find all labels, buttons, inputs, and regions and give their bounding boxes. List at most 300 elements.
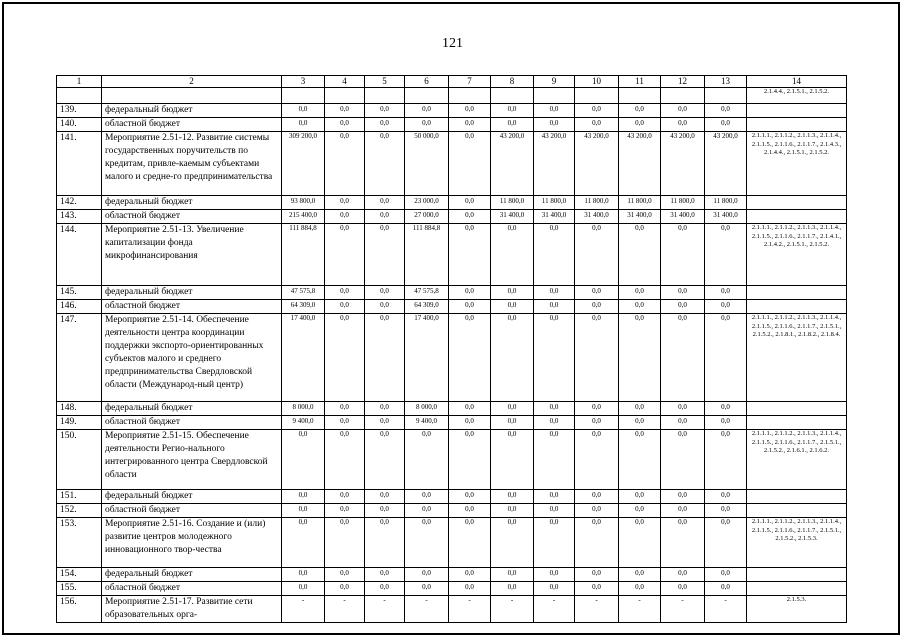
row-target-indicators: [747, 568, 847, 582]
row-value-col-6: -: [405, 596, 449, 623]
row-target-indicators: 2.1.1.1., 2.1.1.2., 2.1.1.3., 2.1.1.4., 2.1.1.5., 2.1.1.6., 2.1.1.7., 2.1.5.1., 2.1.5.2., 2.1.8.1., 2.1.8.2., 2.1.8.4.: [747, 314, 847, 402]
row-value-col-5: -: [365, 596, 405, 623]
row-value-col-3: 0,0: [282, 504, 325, 518]
row-value-col-11: 0,0: [619, 416, 661, 430]
row-value-col-3: 9 400,0: [282, 416, 325, 430]
row-value-col-4: 0,0: [325, 118, 365, 132]
row-value-col-10: 0,0: [575, 224, 619, 286]
row-value-col-4: 0,0: [325, 416, 365, 430]
row-value-col-5: 0,0: [365, 132, 405, 196]
row-target-indicators: [747, 504, 847, 518]
row-number: 155.: [57, 582, 102, 596]
row-description: [102, 88, 282, 104]
row-value-col-4: 0,0: [325, 490, 365, 504]
row-value-col-4: 0,0: [325, 104, 365, 118]
row-value-col-11: 0,0: [619, 104, 661, 118]
row-value-col-7: 0,0: [449, 568, 491, 582]
row-value-col-9: 11 800,0: [534, 196, 575, 210]
row-value-col-5: 0,0: [365, 118, 405, 132]
row-value-col-12: 0,0: [661, 402, 705, 416]
row-value-col-13: 0,0: [705, 504, 747, 518]
row-description: федеральный бюджет: [102, 490, 282, 504]
row-value-col-9: 0,0: [534, 504, 575, 518]
row-description: федеральный бюджет: [102, 286, 282, 300]
column-header-13: 13: [705, 76, 747, 88]
row-value-col-11: [619, 88, 661, 104]
row-value-col-6: 23 000,0: [405, 196, 449, 210]
row-value-col-10: 0,0: [575, 118, 619, 132]
row-description: федеральный бюджет: [102, 104, 282, 118]
table-row: [57, 286, 847, 300]
row-value-col-9: [534, 88, 575, 104]
row-value-col-12: 0,0: [661, 518, 705, 568]
row-value-col-5: 0,0: [365, 210, 405, 224]
row-value-col-7: 0,0: [449, 504, 491, 518]
row-value-col-3: 0,0: [282, 430, 325, 490]
row-value-col-5: 0,0: [365, 286, 405, 300]
row-target-indicators: 2.1.1.1., 2.1.1.2., 2.1.1.3., 2.1.1.4., 2.1.1.5., 2.1.1.6., 2.1.1.7., 2.1.5.1., 2.1.5.2., 2.1.6.1., 2.1.6.2.: [747, 430, 847, 490]
row-value-col-3: 0,0: [282, 490, 325, 504]
row-value-col-13: 0,0: [705, 286, 747, 300]
row-value-col-7: 0,0: [449, 490, 491, 504]
column-header-5: 5: [365, 76, 405, 88]
row-value-col-6: 0,0: [405, 490, 449, 504]
column-header-6: 6: [405, 76, 449, 88]
column-header-14: 14: [747, 76, 847, 88]
program-table: [56, 75, 847, 623]
row-description: федеральный бюджет: [102, 196, 282, 210]
row-value-col-6: 0,0: [405, 118, 449, 132]
row-value-col-12: 43 200,0: [661, 132, 705, 196]
row-value-col-10: 11 800,0: [575, 196, 619, 210]
row-value-col-13: 0,0: [705, 518, 747, 568]
row-value-col-5: 0,0: [365, 314, 405, 402]
row-value-col-3: -: [282, 596, 325, 623]
row-value-col-7: 0,0: [449, 314, 491, 402]
row-value-col-10: 0,0: [575, 104, 619, 118]
row-value-col-5: 0,0: [365, 504, 405, 518]
row-value-col-3: 215 400,0: [282, 210, 325, 224]
row-value-col-11: 0,0: [619, 568, 661, 582]
row-value-col-6: 0,0: [405, 104, 449, 118]
row-value-col-8: 0,0: [491, 224, 534, 286]
table-row: [57, 430, 847, 490]
row-number: 147.: [57, 314, 102, 402]
row-value-col-5: [365, 88, 405, 104]
column-header-12: 12: [661, 76, 705, 88]
row-value-col-10: -: [575, 596, 619, 623]
row-value-col-6: 17 400,0: [405, 314, 449, 402]
row-description: областной бюджет: [102, 416, 282, 430]
row-description: федеральный бюджет: [102, 402, 282, 416]
row-value-col-5: 0,0: [365, 224, 405, 286]
row-value-col-7: 0,0: [449, 104, 491, 118]
row-value-col-13: 0,0: [705, 582, 747, 596]
row-description: Мероприятие 2.51-14. Обеспечение деятельности центра координации поддержки экспорто-ориентированных субъектов малого и среднего предпринимательства Свердловской области (Международ-ный центр): [102, 314, 282, 402]
table-row: [57, 582, 847, 596]
table-row: [57, 504, 847, 518]
row-value-col-12: 0,0: [661, 300, 705, 314]
row-target-indicators: 2.1.1.1., 2.1.1.2., 2.1.1.3., 2.1.1.4., 2.1.1.5., 2.1.1.6., 2.1.1.7., 2.1.5.1., 2.1.5.2., 2.1.5.3.: [747, 518, 847, 568]
row-value-col-7: [449, 88, 491, 104]
row-number: 144.: [57, 224, 102, 286]
row-number: 145.: [57, 286, 102, 300]
row-value-col-3: 309 200,0: [282, 132, 325, 196]
column-header-1: 1: [57, 76, 102, 88]
row-value-col-9: 0,0: [534, 568, 575, 582]
row-target-indicators: [747, 402, 847, 416]
row-value-col-3: 0,0: [282, 518, 325, 568]
row-value-col-9: 0,0: [534, 118, 575, 132]
row-value-col-8: 0,0: [491, 104, 534, 118]
row-value-col-7: 0,0: [449, 224, 491, 286]
row-value-col-3: 8 000,0: [282, 402, 325, 416]
table-row: [57, 518, 847, 568]
row-value-col-7: 0,0: [449, 416, 491, 430]
row-value-col-4: 0,0: [325, 582, 365, 596]
row-value-col-9: 0,0: [534, 286, 575, 300]
row-value-col-5: 0,0: [365, 582, 405, 596]
row-value-col-8: 0,0: [491, 402, 534, 416]
row-value-col-4: [325, 88, 365, 104]
row-value-col-12: 0,0: [661, 286, 705, 300]
header-row: [57, 76, 847, 88]
row-target-indicators: 2.1.1.1., 2.1.1.2., 2.1.1.3., 2.1.1.4., 2.1.1.5., 2.1.1.6., 2.1.1.7., 2.1.4.1., 2.1.4.2., 2.1.5.1., 2.1.5.2.: [747, 224, 847, 286]
row-value-col-6: 0,0: [405, 582, 449, 596]
row-value-col-9: 31 400,0: [534, 210, 575, 224]
row-value-col-9: 0,0: [534, 224, 575, 286]
row-value-col-13: 0,0: [705, 104, 747, 118]
row-value-col-6: 64 309,0: [405, 300, 449, 314]
row-value-col-10: 0,0: [575, 504, 619, 518]
table-row: [57, 568, 847, 582]
row-description: Мероприятие 2.51-12. Развитие системы государственных поручительств по кредитам, привле-каемым субъектами малого и средне-го предпринимательства: [102, 132, 282, 196]
table-row: [57, 596, 847, 623]
row-value-col-5: 0,0: [365, 196, 405, 210]
row-value-col-13: 31 400,0: [705, 210, 747, 224]
column-header-3: 3: [282, 76, 325, 88]
row-value-col-6: 0,0: [405, 504, 449, 518]
table-row: [57, 88, 847, 104]
row-value-col-3: 0,0: [282, 118, 325, 132]
row-value-col-13: 0,0: [705, 300, 747, 314]
row-number: 142.: [57, 196, 102, 210]
row-value-col-13: 0,0: [705, 416, 747, 430]
row-value-col-9: 0,0: [534, 490, 575, 504]
row-value-col-12: [661, 88, 705, 104]
row-description: Мероприятие 2.51-15. Обеспечение деятельности Регио-нального интегрированного центра Свердловской области: [102, 430, 282, 490]
row-value-col-7: 0,0: [449, 118, 491, 132]
row-value-col-13: 0,0: [705, 568, 747, 582]
row-value-col-8: 0,0: [491, 568, 534, 582]
column-header-4: 4: [325, 76, 365, 88]
row-description: Мероприятие 2.51-13. Увеличение капитализации фонда микрофинансирования: [102, 224, 282, 286]
row-value-col-12: 0,0: [661, 490, 705, 504]
table-row: [57, 314, 847, 402]
column-header-11: 11: [619, 76, 661, 88]
row-value-col-8: -: [491, 596, 534, 623]
row-value-col-5: 0,0: [365, 300, 405, 314]
row-value-col-6: 9 400,0: [405, 416, 449, 430]
row-value-col-9: 0,0: [534, 582, 575, 596]
row-value-col-11: -: [619, 596, 661, 623]
row-value-col-8: 0,0: [491, 518, 534, 568]
row-value-col-11: 0,0: [619, 490, 661, 504]
row-value-col-9: 0,0: [534, 402, 575, 416]
row-value-col-13: 0,0: [705, 118, 747, 132]
row-value-col-5: 0,0: [365, 416, 405, 430]
table-row: [57, 132, 847, 196]
row-value-col-6: 0,0: [405, 568, 449, 582]
row-value-col-13: 0,0: [705, 430, 747, 490]
row-value-col-6: 27 000,0: [405, 210, 449, 224]
row-description: областной бюджет: [102, 300, 282, 314]
row-value-col-4: 0,0: [325, 430, 365, 490]
row-value-col-11: 0,0: [619, 314, 661, 402]
row-target-indicators: [747, 210, 847, 224]
row-value-col-7: 0,0: [449, 430, 491, 490]
table-row: [57, 196, 847, 210]
row-value-col-9: 0,0: [534, 416, 575, 430]
row-value-col-3: 47 575,8: [282, 286, 325, 300]
row-description: Мероприятие 2.51-17. Развитие сети образовательных орга-: [102, 596, 282, 623]
row-value-col-8: 31 400,0: [491, 210, 534, 224]
row-value-col-13: 0,0: [705, 402, 747, 416]
column-header-2: 2: [102, 76, 282, 88]
row-number: 146.: [57, 300, 102, 314]
row-value-col-4: 0,0: [325, 402, 365, 416]
row-value-col-12: 31 400,0: [661, 210, 705, 224]
row-number: 141.: [57, 132, 102, 196]
row-value-col-7: 0,0: [449, 402, 491, 416]
row-target-indicators: [747, 300, 847, 314]
row-value-col-11: 0,0: [619, 118, 661, 132]
row-value-col-7: 0,0: [449, 300, 491, 314]
row-description: областной бюджет: [102, 582, 282, 596]
row-value-col-12: 11 800,0: [661, 196, 705, 210]
row-value-col-4: 0,0: [325, 314, 365, 402]
row-value-col-8: 0,0: [491, 286, 534, 300]
row-value-col-8: 0,0: [491, 416, 534, 430]
column-header-9: 9: [534, 76, 575, 88]
row-value-col-4: 0,0: [325, 210, 365, 224]
row-value-col-4: 0,0: [325, 132, 365, 196]
row-value-col-12: -: [661, 596, 705, 623]
table-row: [57, 300, 847, 314]
row-value-col-10: 0,0: [575, 300, 619, 314]
row-target-indicators: 2.1.5.3.: [747, 596, 847, 623]
row-value-col-6: 0,0: [405, 430, 449, 490]
row-value-col-10: 0,0: [575, 402, 619, 416]
row-number: 152.: [57, 504, 102, 518]
row-value-col-13: 0,0: [705, 224, 747, 286]
row-target-indicators: [747, 104, 847, 118]
row-value-col-8: 0,0: [491, 582, 534, 596]
row-value-col-11: 31 400,0: [619, 210, 661, 224]
row-value-col-11: 0,0: [619, 504, 661, 518]
row-value-col-11: 11 800,0: [619, 196, 661, 210]
row-value-col-8: 43 200,0: [491, 132, 534, 196]
row-value-col-10: 0,0: [575, 490, 619, 504]
column-header-8: 8: [491, 76, 534, 88]
row-value-col-10: 0,0: [575, 568, 619, 582]
row-value-col-4: 0,0: [325, 300, 365, 314]
row-value-col-11: 0,0: [619, 286, 661, 300]
row-number: 149.: [57, 416, 102, 430]
row-number: 156.: [57, 596, 102, 623]
row-value-col-7: 0,0: [449, 518, 491, 568]
row-value-col-3: 0,0: [282, 568, 325, 582]
row-value-col-4: 0,0: [325, 196, 365, 210]
row-value-col-3: 64 309,0: [282, 300, 325, 314]
row-value-col-11: 0,0: [619, 430, 661, 490]
row-value-col-7: -: [449, 596, 491, 623]
row-value-col-3: 93 800,0: [282, 196, 325, 210]
row-value-col-7: 0,0: [449, 286, 491, 300]
row-value-col-12: 0,0: [661, 504, 705, 518]
table-row: [57, 490, 847, 504]
row-value-col-4: 0,0: [325, 286, 365, 300]
row-value-col-12: 0,0: [661, 430, 705, 490]
table-row: [57, 118, 847, 132]
row-value-col-9: 0,0: [534, 104, 575, 118]
row-description: Мероприятие 2.51-16. Создание и (или) развитие центров молодежного инновационного твор-чества: [102, 518, 282, 568]
row-value-col-6: 0,0: [405, 518, 449, 568]
row-value-col-13: -: [705, 596, 747, 623]
row-target-indicators: [747, 582, 847, 596]
row-number: 139.: [57, 104, 102, 118]
row-value-col-10: 0,0: [575, 286, 619, 300]
row-value-col-10: 0,0: [575, 582, 619, 596]
row-value-col-12: 0,0: [661, 224, 705, 286]
row-value-col-5: 0,0: [365, 104, 405, 118]
row-value-col-13: 11 800,0: [705, 196, 747, 210]
row-target-indicators: [747, 118, 847, 132]
table-row: [57, 416, 847, 430]
row-number: 154.: [57, 568, 102, 582]
row-value-col-4: 0,0: [325, 224, 365, 286]
row-value-col-9: 0,0: [534, 300, 575, 314]
row-value-col-13: 0,0: [705, 490, 747, 504]
row-value-col-3: [282, 88, 325, 104]
row-value-col-11: 0,0: [619, 402, 661, 416]
row-value-col-10: 0,0: [575, 430, 619, 490]
row-value-col-8: 0,0: [491, 314, 534, 402]
row-description: областной бюджет: [102, 210, 282, 224]
row-description: федеральный бюджет: [102, 568, 282, 582]
row-value-col-10: [575, 88, 619, 104]
row-value-col-9: 0,0: [534, 518, 575, 568]
row-number: 151.: [57, 490, 102, 504]
row-value-col-10: 0,0: [575, 314, 619, 402]
row-value-col-3: 0,0: [282, 104, 325, 118]
row-number: [57, 88, 102, 104]
row-value-col-12: 0,0: [661, 416, 705, 430]
row-value-col-4: 0,0: [325, 504, 365, 518]
row-number: 148.: [57, 402, 102, 416]
row-value-col-13: 43 200,0: [705, 132, 747, 196]
row-value-col-5: 0,0: [365, 402, 405, 416]
row-value-col-12: 0,0: [661, 118, 705, 132]
row-value-col-7: 0,0: [449, 132, 491, 196]
row-value-col-10: 0,0: [575, 416, 619, 430]
row-value-col-9: 0,0: [534, 430, 575, 490]
row-value-col-8: 0,0: [491, 430, 534, 490]
row-number: 143.: [57, 210, 102, 224]
row-value-col-8: 0,0: [491, 300, 534, 314]
row-value-col-10: 43 200,0: [575, 132, 619, 196]
row-target-indicators: [747, 490, 847, 504]
column-header-7: 7: [449, 76, 491, 88]
row-value-col-13: [705, 88, 747, 104]
row-value-col-8: 11 800,0: [491, 196, 534, 210]
row-target-indicators: [747, 416, 847, 430]
row-description: областной бюджет: [102, 118, 282, 132]
table-row: [57, 224, 847, 286]
row-value-col-11: 0,0: [619, 224, 661, 286]
row-value-col-9: 43 200,0: [534, 132, 575, 196]
row-number: 140.: [57, 118, 102, 132]
row-value-col-12: 0,0: [661, 582, 705, 596]
row-value-col-4: -: [325, 596, 365, 623]
row-value-col-4: 0,0: [325, 568, 365, 582]
row-value-col-7: 0,0: [449, 210, 491, 224]
page-number: 121: [442, 36, 463, 51]
row-description: областной бюджет: [102, 504, 282, 518]
row-number: 150.: [57, 430, 102, 490]
row-value-col-6: 50 000,0: [405, 132, 449, 196]
row-number: 153.: [57, 518, 102, 568]
row-value-col-9: -: [534, 596, 575, 623]
row-value-col-8: [491, 88, 534, 104]
row-value-col-10: 0,0: [575, 518, 619, 568]
row-value-col-13: 0,0: [705, 314, 747, 402]
row-value-col-8: 0,0: [491, 490, 534, 504]
table-row: [57, 210, 847, 224]
row-value-col-11: 0,0: [619, 518, 661, 568]
row-value-col-8: 0,0: [491, 504, 534, 518]
row-target-indicators: [747, 196, 847, 210]
row-value-col-6: 111 884,8: [405, 224, 449, 286]
row-value-col-6: [405, 88, 449, 104]
row-value-col-5: 0,0: [365, 490, 405, 504]
row-value-col-7: 0,0: [449, 196, 491, 210]
row-value-col-11: 0,0: [619, 582, 661, 596]
table-row: [57, 402, 847, 416]
row-value-col-4: 0,0: [325, 518, 365, 568]
row-value-col-11: 0,0: [619, 300, 661, 314]
table-row: [57, 104, 847, 118]
row-value-col-12: 0,0: [661, 568, 705, 582]
row-value-col-5: 0,0: [365, 568, 405, 582]
row-target-indicators: [747, 286, 847, 300]
row-value-col-10: 31 400,0: [575, 210, 619, 224]
row-value-col-3: 111 884,8: [282, 224, 325, 286]
row-value-col-6: 8 000,0: [405, 402, 449, 416]
row-value-col-12: 0,0: [661, 314, 705, 402]
row-target-indicators: 2.1.1.1., 2.1.1.2., 2.1.1.3., 2.1.1.4., 2.1.1.5., 2.1.1.6., 2.1.1.7., 2.1.4.3., 2.1.4.4., 2.1.5.1., 2.1.5.2.: [747, 132, 847, 196]
row-value-col-8: 0,0: [491, 118, 534, 132]
row-value-col-5: 0,0: [365, 518, 405, 568]
row-value-col-11: 43 200,0: [619, 132, 661, 196]
row-target-indicators: 2.1.4.4., 2.1.5.1., 2.1.5.2.: [747, 88, 847, 104]
row-value-col-12: 0,0: [661, 104, 705, 118]
row-value-col-6: 47 575,8: [405, 286, 449, 300]
row-value-col-3: 0,0: [282, 582, 325, 596]
row-value-col-5: 0,0: [365, 430, 405, 490]
row-value-col-3: 17 400,0: [282, 314, 325, 402]
row-value-col-7: 0,0: [449, 582, 491, 596]
